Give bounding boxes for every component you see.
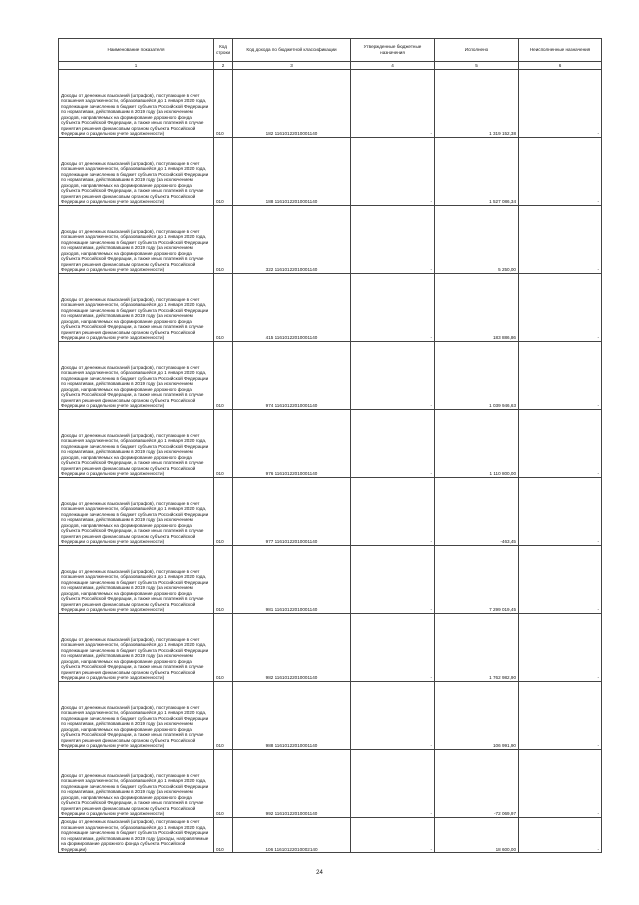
- column-number: 5: [435, 62, 519, 70]
- row-kbk-cell: 982 11610122010001140: [233, 614, 351, 682]
- row-code-cell: 010: [214, 70, 233, 138]
- row-executed-cell: 1 039 946,63: [435, 342, 519, 410]
- row-approved-cell: -: [351, 342, 435, 410]
- header-approved: Утвержденные бюджетные назначения: [351, 39, 435, 62]
- row-approved-cell: -: [351, 818, 435, 853]
- budget-execution-table: [58, 38, 602, 853]
- row-unexecuted-cell: -: [519, 750, 602, 818]
- column-number-row: [59, 62, 602, 70]
- row-unexecuted-cell: -: [519, 546, 602, 614]
- row-approved-cell: -: [351, 750, 435, 818]
- row-name-cell: Доходы от денежных взысканий (штрафов), поступающие в счет погашения задолженности, образовавшейся до 1 января 2020 года, подлежащие зачислению в бюджет субъекта Российской Федерации по нормативам, действовавшим в 2019 году (за исключением доходов, направляемых на формирование дорожного фонда субъекта Российской Федерации, а также иных платежей в случае принятия решения финансовым органом субъекта Российской Федерации о раздельном учете задолженности): [59, 274, 214, 342]
- column-number: 6: [519, 62, 602, 70]
- row-executed-cell: 18 600,00: [435, 818, 519, 853]
- column-number: 2: [214, 62, 233, 70]
- table-row: [59, 682, 602, 750]
- row-unexecuted-cell: -: [519, 70, 602, 138]
- table-row: [59, 478, 602, 546]
- row-approved-cell: -: [351, 70, 435, 138]
- row-approved-cell: -: [351, 478, 435, 546]
- row-executed-cell: 5 250,00: [435, 206, 519, 274]
- row-name-cell: Доходы от денежных взысканий (штрафов), поступающие в счет погашения задолженности, образовавшейся до 1 января 2020 года, подлежащие зачислению в бюджет субъекта Российской Федерации по нормативам, действовавшим в 2019 году (за исключением доходов, направляемых на формирование дорожного фонда субъекта Российской Федерации, а также иных платежей в случае принятия решения финансовым органом субъекта Российской Федерации о раздельном учете задолженности): [59, 478, 214, 546]
- row-unexecuted-cell: -: [519, 682, 602, 750]
- column-number: 1: [59, 62, 214, 70]
- row-kbk-cell: 981 11610122010001140: [233, 546, 351, 614]
- table-header-row: [59, 39, 602, 62]
- row-executed-cell: -72 069,97: [435, 750, 519, 818]
- header-code: Код строки: [214, 39, 233, 62]
- table-row: [59, 750, 602, 818]
- row-name-cell: Доходы от денежных взысканий (штрафов), поступающие в счет погашения задолженности, образовавшейся до 1 января 2020 года, подлежащие зачислению в бюджет субъекта Российской Федерации по нормативам, действовавшим в 2019 году (за исключением доходов, направляемых на формирование дорожного фонда субъекта Российской Федерации, а также иных платежей в случае принятия решения финансовым органом субъекта Российской Федерации о раздельном учете задолженности): [59, 138, 214, 206]
- row-name-cell: Доходы от денежных взысканий (штрафов), поступающие в счет погашения задолженности, образовавшейся до 1 января 2020 года, подлежащие зачислению в бюджет субъекта Российской Федерации по нормативам, действовавшим в 2019 году (за исключением доходов, направляемых на формирование дорожного фонда субъекта Российской Федерации, а также иных платежей в случае принятия решения финансовым органом субъекта Российской Федерации о раздельном учете задолженности): [59, 410, 214, 478]
- row-code-cell: 010: [214, 274, 233, 342]
- header-executed: Исполнено: [435, 39, 519, 62]
- header-name: Наименование показателя: [59, 39, 214, 62]
- row-approved-cell: -: [351, 410, 435, 478]
- row-code-cell: 010: [214, 546, 233, 614]
- row-name-cell: Доходы от денежных взысканий (штрафов), поступающие в счет погашения задолженности, образовавшейся до 1 января 2020 года, подлежащие зачислению в бюджет субъекта Российской Федерации по нормативам, действовавшим в 2019 году (за исключением доходов, направляемых на формирование дорожного фонда субъекта Российской Федерации, а также иных платежей в случае принятия решения финансовым органом субъекта Российской Федерации о раздельном учете задолженности): [59, 546, 214, 614]
- row-code-cell: 010: [214, 410, 233, 478]
- row-name-cell: Доходы от денежных взысканий (штрафов), поступающие в счет погашения задолженности, образовавшейся до 1 января 2020 года, подлежащие зачислению в бюджет субъекта Российской Федерации по нормативам, действовавшим в 2019 году (за исключением доходов, направляемых на формирование дорожного фонда субъекта Российской Федерации, а также иных платежей в случае принятия решения финансовым органом субъекта Российской Федерации о раздельном учете задолженности): [59, 682, 214, 750]
- row-code-cell: 010: [214, 342, 233, 410]
- row-unexecuted-cell: -: [519, 274, 602, 342]
- table-row: [59, 138, 602, 206]
- row-executed-cell: 1 762 982,90: [435, 614, 519, 682]
- table-row: [59, 546, 602, 614]
- row-code-cell: 010: [214, 818, 233, 853]
- row-executed-cell: 183 886,86: [435, 274, 519, 342]
- row-code-cell: 010: [214, 750, 233, 818]
- row-approved-cell: -: [351, 206, 435, 274]
- row-name-cell: Доходы от денежных взысканий (штрафов), поступающие в счет погашения задолженности, образовавшейся до 1 января 2020 года, подлежащие зачислению в бюджет субъекта Российской Федерации по нормативам, действовавшим в 2019 году (за исключением доходов, направляемых на формирование дорожного фонда субъекта Российской Федерации, а также иных платежей в случае принятия решения финансовым органом субъекта Российской Федерации о раздельном учете задолженности): [59, 206, 214, 274]
- row-kbk-cell: 415 11610122010001140: [233, 274, 351, 342]
- row-name-cell: Доходы от денежных взысканий (штрафов), поступающие в счет погашения задолженности, образовавшейся до 1 января 2020 года, подлежащие зачислению в бюджет субъекта Российской Федерации по нормативам, действовавшим в 2019 году (за исключением доходов, направляемых на формирование дорожного фонда субъекта Российской Федерации, а также иных платежей в случае принятия решения финансовым органом субъекта Российской Федерации о раздельном учете задолженности): [59, 750, 214, 818]
- row-kbk-cell: 974 11610122010001140: [233, 342, 351, 410]
- row-kbk-cell: 188 11610122010001140: [233, 138, 351, 206]
- row-name-cell: Доходы от денежных взысканий (штрафов), поступающие в счет погашения задолженности, образовавшейся до 1 января 2020 года, подлежащие зачислению в бюджет субъекта Российской Федерации по нормативам, действовавшим в 2019 году (за исключением доходов, направляемых на формирование дорожного фонда субъекта Российской Федерации, а также иных платежей в случае принятия решения финансовым органом субъекта Российской Федерации о раздельном учете задолженности): [59, 70, 214, 138]
- row-unexecuted-cell: -: [519, 206, 602, 274]
- table-row: [59, 206, 602, 274]
- row-approved-cell: -: [351, 614, 435, 682]
- row-kbk-cell: 106 11610122010002140: [233, 818, 351, 853]
- row-executed-cell: 106 991,90: [435, 682, 519, 750]
- row-approved-cell: -: [351, 138, 435, 206]
- row-executed-cell: 1 319 152,38: [435, 70, 519, 138]
- column-number: 4: [351, 62, 435, 70]
- table-row: [59, 614, 602, 682]
- row-kbk-cell: 182 11610122010001140: [233, 70, 351, 138]
- row-code-cell: 010: [214, 478, 233, 546]
- row-executed-cell: 7 299 019,45: [435, 546, 519, 614]
- row-executed-cell: 1 527 086,34: [435, 138, 519, 206]
- row-unexecuted-cell: -: [519, 138, 602, 206]
- header-kbk: Код дохода по бюджетной классификации: [233, 39, 351, 62]
- row-code-cell: 010: [214, 682, 233, 750]
- row-unexecuted-cell: -: [519, 342, 602, 410]
- header-unexecuted: Неисполненные назначения: [519, 39, 602, 62]
- row-code-cell: 010: [214, 206, 233, 274]
- row-unexecuted-cell: -: [519, 614, 602, 682]
- row-kbk-cell: 322 11610122010001140: [233, 206, 351, 274]
- row-approved-cell: -: [351, 682, 435, 750]
- table-row: [59, 274, 602, 342]
- row-code-cell: 010: [214, 614, 233, 682]
- row-executed-cell: 1 110 800,00: [435, 410, 519, 478]
- row-kbk-cell: 977 11610122010001140: [233, 478, 351, 546]
- row-unexecuted-cell: -: [519, 478, 602, 546]
- row-unexecuted-cell: -: [519, 410, 602, 478]
- row-name-cell: Доходы от денежных взысканий (штрафов), поступающие в счет погашения задолженности, образовавшейся до 1 января 2020 года, подлежащие зачислению в бюджет субъекта Российской Федерации по нормативам, действовавшим в 2019 году (за исключением доходов, направляемых на формирование дорожного фонда субъекта Российской Федерации, а также иных платежей в случае принятия решения финансовым органом субъекта Российской Федерации о раздельном учете задолженности): [59, 614, 214, 682]
- row-approved-cell: -: [351, 274, 435, 342]
- table-body: [59, 70, 602, 853]
- page-number: 24: [316, 870, 323, 876]
- table-row: [59, 342, 602, 410]
- table-row: [59, 70, 602, 138]
- row-approved-cell: -: [351, 546, 435, 614]
- row-kbk-cell: 992 11610122010001140: [233, 750, 351, 818]
- row-code-cell: 010: [214, 138, 233, 206]
- row-unexecuted-cell: -: [519, 818, 602, 853]
- table-row: [59, 410, 602, 478]
- row-executed-cell: -463,45: [435, 478, 519, 546]
- row-name-cell: Доходы от денежных взысканий (штрафов), поступающие в счет погашения задолженности, образовавшейся до 1 января 2020 года, подлежащие зачислению в бюджет субъекта Российской Федерации по нормативам, действовавшим в 2019 году (доходы, направляемые на формирование дорожного фонда субъекта Российской Федерации): [59, 818, 214, 853]
- row-kbk-cell: 976 11610122010001140: [233, 410, 351, 478]
- row-kbk-cell: 988 11610122010001140: [233, 682, 351, 750]
- table-row: [59, 818, 602, 853]
- row-name-cell: Доходы от денежных взысканий (штрафов), поступающие в счет погашения задолженности, образовавшейся до 1 января 2020 года, подлежащие зачислению в бюджет субъекта Российской Федерации по нормативам, действовавшим в 2019 году (за исключением доходов, направляемых на формирование дорожного фонда субъекта Российской Федерации, а также иных платежей в случае принятия решения финансовым органом субъекта Российской Федерации о раздельном учете задолженности): [59, 342, 214, 410]
- column-number: 3: [233, 62, 351, 70]
